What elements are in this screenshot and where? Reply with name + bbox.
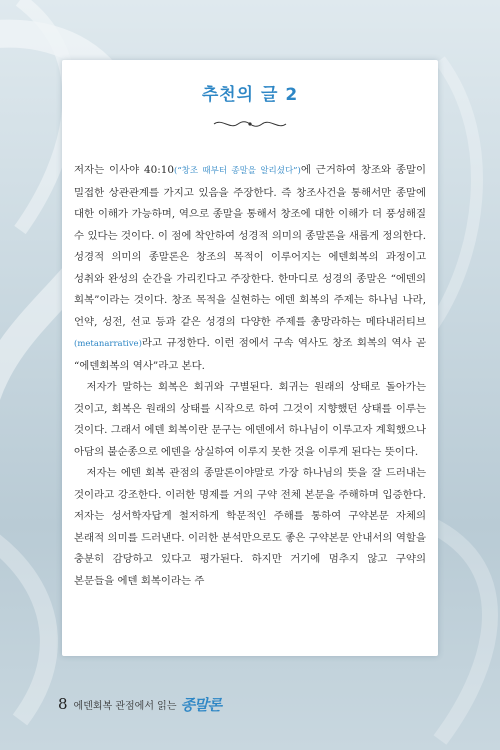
paragraph-1-part-a: 저자는 이사야 40:10 <box>74 164 175 176</box>
paragraph-1 <box>74 160 426 377</box>
scripture-note: (“창조 때부터 종말을 알리셨다”) <box>174 166 301 176</box>
recommendation-page <box>62 60 438 656</box>
page-footer <box>58 692 221 716</box>
book-logo: 종말론 <box>180 695 221 714</box>
paragraph-1-part-b: 에 근거하여 창조와 종말이 밀접한 상관관계를 가지고 있음을 주장한다. 즉 창조사건을 통해서만 종말에 대한 이해가 가능하며, 역으로 종말을 통해서 창조에 대한 이해가 더 풍성해질 수 있다는 것이다. 이 점에 착안하여 성경적 의미의 종말론을 새롭게 정의한다. 성경적 의미의 종말론은 창조의 목적이 이루어지는 에덴회복의 과정이고 성취와 완성의 순간을 가리킨다고 주장한다. 한마디로 성경의 종말은 “에덴의 회복”이라는 것이다. 창조 목적을 실현하는 에덴 회복의 주제는 하나님 나라, 언약, 성전, 선교 등과 같은 성경의 다양한 주제를 총망라하는 메타내러티브 <box>74 164 426 328</box>
paragraph-2: 저자가 말하는 회복은 회귀와 구별된다. 회귀는 원래의 상태로 돌아가는 것이고, 회복은 원래의 상태를 시작으로 하여 그것이 지향했던 상태를 이루는 것이다. 그래서 에덴 회복이란 문구는 에덴에서 하나님이 이루고자 계획했으나 아담의 불순종으로 에덴을 상실하여 이루지 못한 것을 이루게 된다는 뜻이다. <box>74 381 426 458</box>
term-note: (metanarrative) <box>74 339 142 349</box>
paragraph-3: 저자는 에덴 회복 관점의 종말론이야말로 가장 하나님의 뜻을 잘 드러내는 것이라고 강조한다. 이러한 명제를 거의 구약 전체 본문을 주해하며 입증한다. 저자는 성서학자답게 철저하게 학문적인 주해를 통하여 구약본문 자체의 본래적 의미를 드러낸다. 이러한 분석만으로도 좋은 구약본문 안내서의 역할을 충분히 감당하고 있다고 평가된다. 하지만 거기에 멈추지 않고 구약의 본문들을 에덴 회복이라는 주 <box>74 467 426 587</box>
paragraph-1-part-c: 라고 규정한다. 이런 점에서 구속 역사도 창조 회복의 역사 곧 “에덴회복의 역사”라고 본다. <box>74 337 426 372</box>
page-number: 8 <box>58 695 68 713</box>
body-text <box>74 160 426 592</box>
page-title: 추천의 글 2 <box>201 85 299 105</box>
book-title: 에덴회복 관점에서 읽는 <box>73 700 177 712</box>
scroll-flourish-icon <box>212 118 288 130</box>
